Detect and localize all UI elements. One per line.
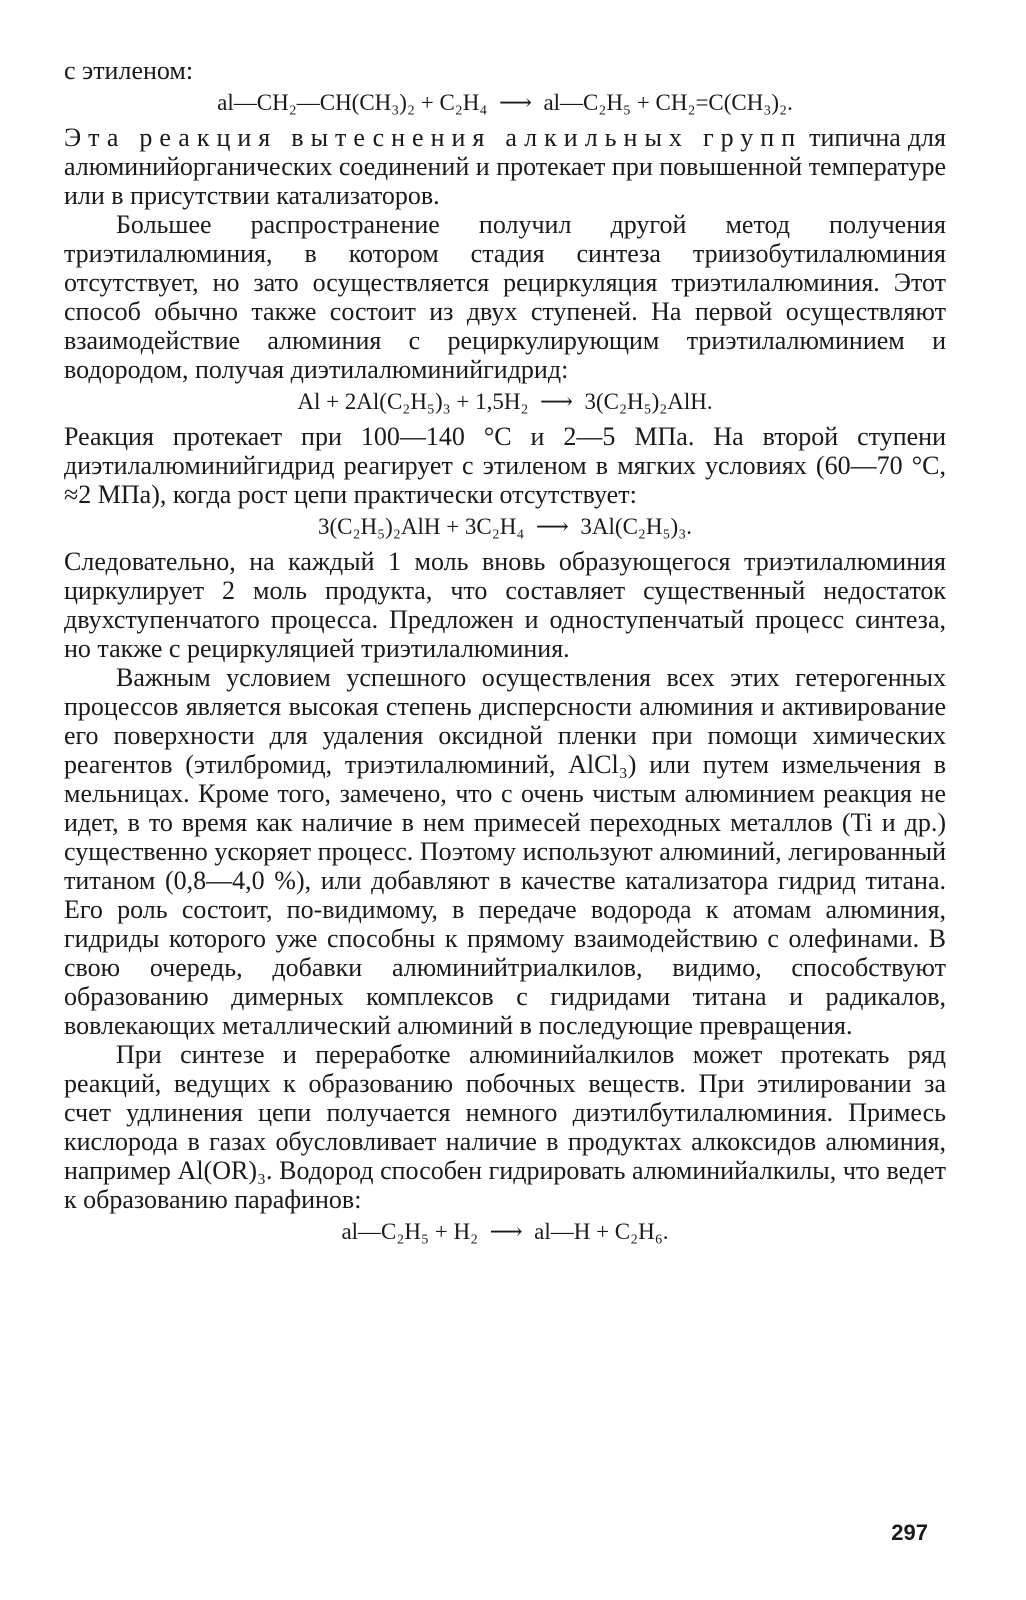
formula-triethyl (64, 509, 946, 547)
formula-left: al—CH₂—CH(CH₃)₂ + C₂H₄ (217, 90, 488, 115)
formula-displacement (64, 85, 946, 123)
page-number: 297 (891, 1520, 928, 1545)
body-text (64, 56, 946, 1252)
emphasized-term: Эта реакция вытеснения алкильных групп (64, 123, 803, 152)
formula-left: 3(C₂H₅)₂AlH + 3C₂H₄ (318, 514, 525, 539)
paragraph-recirculation: Большее распространение получил другой метод получения триэтилалюминия, в котором стадия синтеза триизобутилалюминия отсутствует, но зато осуществляется рециркуляция триэтилалюминия. Этот способ обычно также состоит из двух ступеней. На первой осуществляют взаимодействие алюминия с рециркулирующим триэтилалюминием и водородом, получая диэтилалюминийгидрид: (64, 210, 946, 384)
paragraph-displacement (64, 123, 946, 210)
formula-right: al—H + C₂H₆. (534, 1219, 669, 1244)
formula-hydride (64, 384, 946, 422)
formula-left: al—C₂H₅ + H₂ (341, 1219, 479, 1244)
reaction-arrow-icon: ⟶ (498, 90, 532, 115)
paragraph-rest: типична для алюминийорганических соединений и протекает при повышенной температуре или в присутствии катализаторов. (64, 123, 946, 210)
paragraph-consequence: Следовательно, на каждый 1 моль вновь образующегося триэтилалюминия циркулирует 2 моль продукта, что составляет существенный недостаток двухступенчатого процесса. Предложен и одноступенчатый процесс синтеза, но также с рециркуляцией триэтилалюминия. (64, 547, 946, 663)
paragraph-conditions: Реакция протекает при 100—140 °C и 2—5 МПа. На второй ступени диэтилалюминийгидрид реагирует с этиленом в мягких условиях (60—70 °C, ≈2 МПа), когда рост цепи практически отсутствует: (64, 422, 946, 509)
paragraph-conditions-success: Важным условием успешного осуществления всех этих гетерогенных процессов является высокая степень дисперсности алюминия и активирование его поверхности для удаления оксидной пленки при помощи химических реагентов (этилбромид, триэтилалюминий, AlCl₃) или путем измельчения в мельницах. Кроме того, замечено, что с очень чистым алюминием реакция не идет, в то время как наличие в нем примесей переходных металлов (Ti и др.) существенно ускоряет процесс. Поэтому используют алюминий, легированный титаном (0,8—4,0 %), или добавляют в качестве катализатора гидрид титана. Его роль состоит, по-видимому, в передаче водорода к атомам алюминия, гидриды которого уже способны к прямому взаимодействию с олефинами. В свою очередь, добавки алюминийтриалкилов, видимо, способствуют образованию димерных комплексов с гидридами титана и радикалов, вовлекающих металлический алюминий в последующие превращения. (64, 663, 946, 1040)
formula-left: Al + 2Al(C₂H₅)₃ + 1,5H₂ (297, 389, 529, 414)
reaction-arrow-icon: ⟶ (489, 1219, 523, 1244)
formula-right: al—C₂H₅ + CH₂=C(CH₃)₂. (543, 90, 793, 115)
reaction-arrow-icon: ⟶ (535, 514, 569, 539)
formula-right: 3Al(C₂H₅)₃. (580, 514, 692, 539)
paragraph-side-reactions: При синтезе и переработке алюминийалкилов может протекать ряд реакций, ведущих к образованию побочных веществ. При этилировании за счет удлинения цепи получается немного диэтилбутилалюминия. Примесь кислорода в газах обусловливает наличие в продуктах алкоксидов алюминия, например Al(OR)₃. Водород способен гидрировать алюминийалкилы, что ведет к образованию парафинов: (64, 1040, 946, 1214)
reaction-arrow-icon: ⟶ (539, 389, 573, 414)
formula-right: 3(C₂H₅)₂AlH. (584, 389, 713, 414)
intro-line: с этиленом: (64, 56, 194, 85)
formula-hydrogenation (64, 1214, 946, 1252)
